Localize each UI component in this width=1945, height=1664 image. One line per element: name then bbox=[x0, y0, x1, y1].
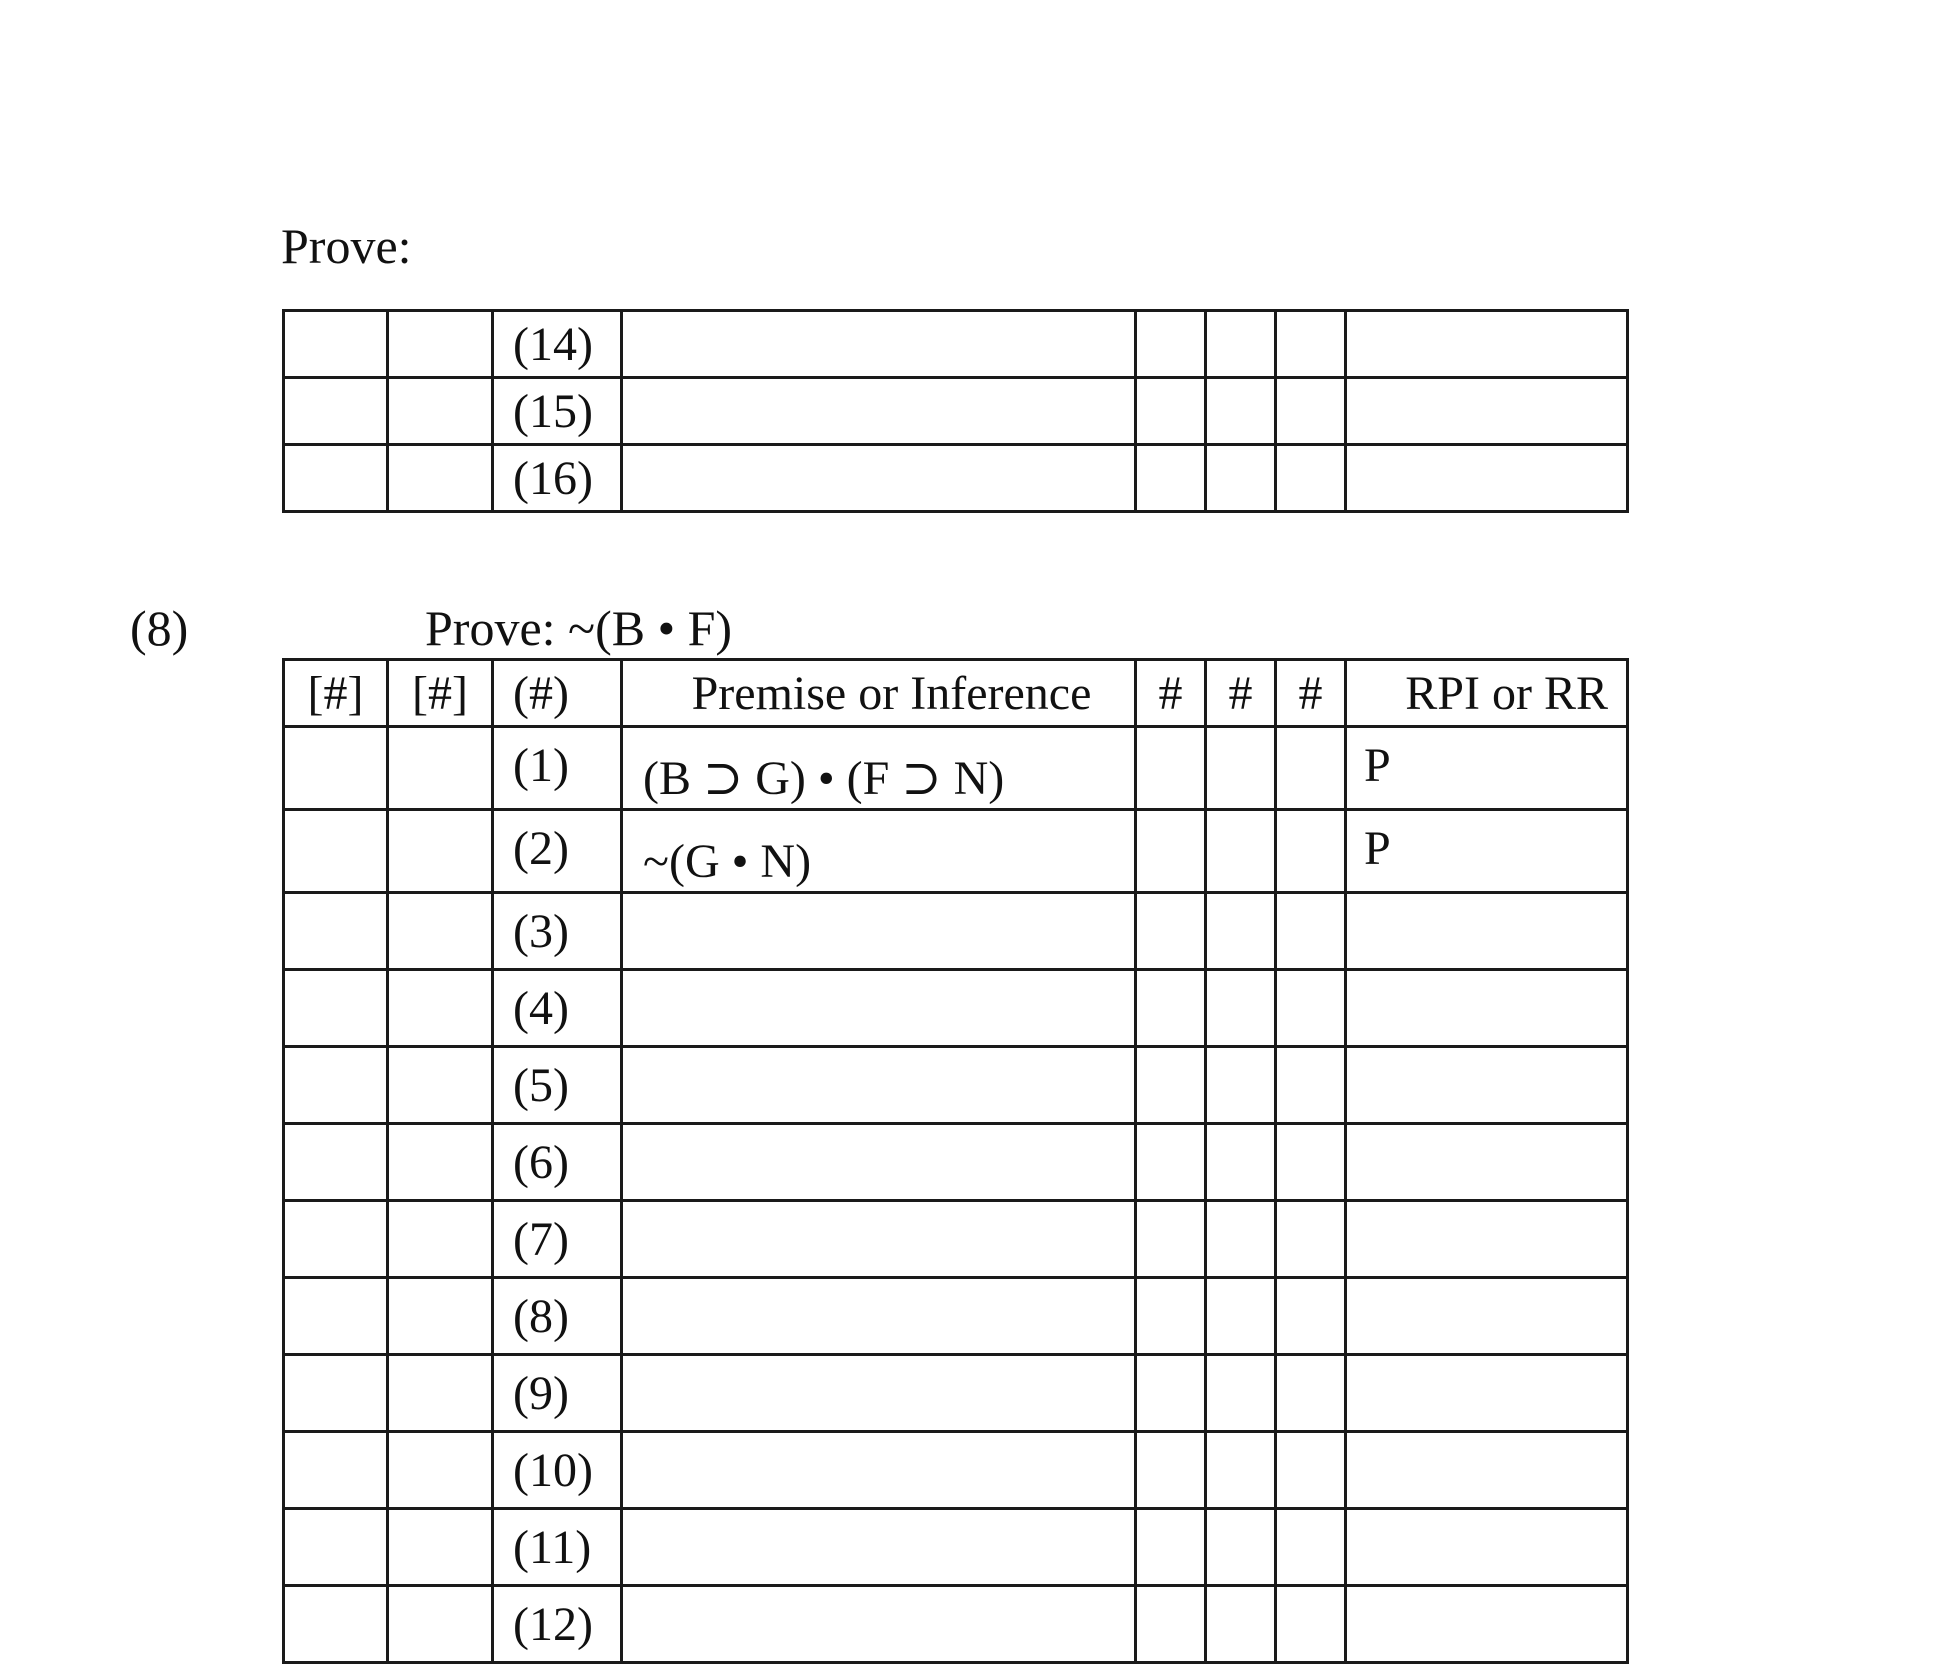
line-ref-cell[interactable] bbox=[1206, 445, 1276, 512]
table-row bbox=[284, 1278, 1628, 1355]
line-ref-cell[interactable] bbox=[1206, 970, 1276, 1047]
header-ref-3: # bbox=[1276, 660, 1346, 727]
line-ref-cell[interactable] bbox=[1206, 1124, 1276, 1201]
line-ref-cell[interactable] bbox=[1136, 1278, 1206, 1355]
line-ref-cell[interactable] bbox=[1276, 1201, 1346, 1278]
dependency-cell[interactable] bbox=[284, 445, 388, 512]
table-row bbox=[284, 1432, 1628, 1509]
dependency-cell[interactable] bbox=[284, 810, 388, 893]
prove-statement: Prove: ~(B • F) bbox=[425, 600, 733, 656]
dependency-cell[interactable] bbox=[388, 1586, 493, 1663]
dependency-cell[interactable] bbox=[388, 1201, 493, 1278]
formula-cell[interactable] bbox=[622, 1509, 1136, 1586]
rule-cell[interactable] bbox=[1346, 1201, 1628, 1278]
line-ref-cell[interactable] bbox=[1206, 1586, 1276, 1663]
rule-cell[interactable] bbox=[1346, 1509, 1628, 1586]
line-ref-cell[interactable] bbox=[1276, 1124, 1346, 1201]
dependency-cell[interactable] bbox=[284, 893, 388, 970]
table-row bbox=[284, 445, 1628, 512]
table-row bbox=[284, 970, 1628, 1047]
dependency-cell[interactable] bbox=[388, 810, 493, 893]
dependency-cell[interactable] bbox=[388, 1432, 493, 1509]
line-ref-cell[interactable] bbox=[1276, 1355, 1346, 1432]
dependency-cell[interactable] bbox=[388, 727, 493, 810]
formula-cell[interactable] bbox=[622, 1355, 1136, 1432]
rule-cell[interactable] bbox=[1346, 1278, 1628, 1355]
formula-cell[interactable] bbox=[622, 1124, 1136, 1201]
line-ref-cell[interactable] bbox=[1206, 378, 1276, 445]
table-row bbox=[284, 810, 1628, 893]
table-row bbox=[284, 1586, 1628, 1663]
rule-cell[interactable] bbox=[1346, 1124, 1628, 1201]
rule-cell[interactable] bbox=[1346, 970, 1628, 1047]
line-number: (8) bbox=[493, 1278, 622, 1355]
rule-cell[interactable] bbox=[1346, 1586, 1628, 1663]
line-ref-cell[interactable] bbox=[1136, 1201, 1206, 1278]
line-ref-cell[interactable] bbox=[1136, 1124, 1206, 1201]
formula-cell[interactable] bbox=[622, 1432, 1136, 1509]
top-prove-label: Prove: bbox=[281, 218, 412, 274]
line-number: (3) bbox=[493, 893, 622, 970]
dependency-cell[interactable] bbox=[388, 1509, 493, 1586]
problem-number: (8) bbox=[130, 600, 189, 656]
line-ref-cell[interactable] bbox=[1276, 727, 1346, 810]
header-line-number: (#) bbox=[493, 660, 622, 727]
line-number: (5) bbox=[493, 1047, 622, 1124]
line-ref-cell[interactable] bbox=[1276, 1586, 1346, 1663]
line-number: (7) bbox=[493, 1201, 622, 1278]
line-number: (16) bbox=[493, 445, 622, 512]
line-number: (12) bbox=[493, 1586, 622, 1663]
line-ref-cell[interactable] bbox=[1206, 311, 1276, 378]
line-number: (14) bbox=[493, 311, 622, 378]
dependency-cell[interactable] bbox=[388, 311, 493, 378]
line-ref-cell[interactable] bbox=[1136, 1586, 1206, 1663]
dependency-cell[interactable] bbox=[284, 378, 388, 445]
line-ref-cell[interactable] bbox=[1276, 445, 1346, 512]
rule-cell[interactable] bbox=[1346, 311, 1628, 378]
table-row bbox=[284, 1509, 1628, 1586]
table-row bbox=[284, 378, 1628, 445]
line-ref-cell[interactable] bbox=[1206, 1278, 1276, 1355]
header-ref-2: # bbox=[1206, 660, 1276, 727]
formula-cell[interactable] bbox=[622, 1201, 1136, 1278]
line-ref-cell[interactable] bbox=[1136, 893, 1206, 970]
formula-cell[interactable] bbox=[622, 970, 1136, 1047]
line-ref-cell[interactable] bbox=[1276, 970, 1346, 1047]
dependency-cell[interactable] bbox=[284, 1201, 388, 1278]
dependency-cell[interactable] bbox=[284, 1355, 388, 1432]
rule-cell[interactable] bbox=[1346, 445, 1628, 512]
line-number: (2) bbox=[493, 810, 622, 893]
dependency-cell[interactable] bbox=[388, 970, 493, 1047]
dependency-cell[interactable] bbox=[284, 1509, 388, 1586]
dependency-cell[interactable] bbox=[388, 1355, 493, 1432]
line-ref-cell[interactable] bbox=[1206, 1432, 1276, 1509]
rule-cell[interactable]: P bbox=[1346, 727, 1628, 810]
rule-cell[interactable] bbox=[1346, 1355, 1628, 1432]
line-ref-cell[interactable] bbox=[1136, 810, 1206, 893]
formula-cell[interactable] bbox=[622, 1278, 1136, 1355]
line-ref-cell[interactable] bbox=[1136, 311, 1206, 378]
proof-table bbox=[282, 658, 1629, 1664]
formula-cell[interactable] bbox=[622, 1586, 1136, 1663]
line-ref-cell[interactable] bbox=[1136, 1047, 1206, 1124]
line-number: (1) bbox=[493, 727, 622, 810]
line-ref-cell[interactable] bbox=[1136, 727, 1206, 810]
formula-cell[interactable] bbox=[622, 893, 1136, 970]
line-ref-cell[interactable] bbox=[1136, 378, 1206, 445]
dependency-cell[interactable] bbox=[284, 1278, 388, 1355]
dependency-cell[interactable] bbox=[388, 1124, 493, 1201]
dependency-cell[interactable] bbox=[284, 311, 388, 378]
formula-cell[interactable] bbox=[622, 311, 1136, 378]
dependency-cell[interactable] bbox=[388, 893, 493, 970]
rule-cell[interactable]: P bbox=[1346, 810, 1628, 893]
dependency-cell[interactable] bbox=[284, 1124, 388, 1201]
rule-cell[interactable] bbox=[1346, 378, 1628, 445]
line-ref-cell[interactable] bbox=[1206, 810, 1276, 893]
dependency-cell[interactable] bbox=[284, 1586, 388, 1663]
table-row bbox=[284, 311, 1628, 378]
header-premise-or-inference: Premise or Inference bbox=[622, 660, 1136, 727]
formula-cell[interactable] bbox=[622, 445, 1136, 512]
line-ref-cell[interactable] bbox=[1206, 727, 1276, 810]
line-number: (10) bbox=[493, 1432, 622, 1509]
line-ref-cell[interactable] bbox=[1276, 893, 1346, 970]
table-row bbox=[284, 727, 1628, 810]
header-dependency-1: [#] bbox=[284, 660, 388, 727]
formula-cell[interactable]: ~(G • N) bbox=[622, 810, 1136, 893]
table-row bbox=[284, 1124, 1628, 1201]
rule-cell[interactable] bbox=[1346, 1047, 1628, 1124]
header-ref-1: # bbox=[1136, 660, 1206, 727]
line-ref-cell[interactable] bbox=[1206, 1509, 1276, 1586]
dependency-cell[interactable] bbox=[284, 970, 388, 1047]
line-ref-cell[interactable] bbox=[1206, 1047, 1276, 1124]
formula-cell[interactable] bbox=[622, 378, 1136, 445]
line-ref-cell[interactable] bbox=[1206, 1355, 1276, 1432]
line-ref-cell[interactable] bbox=[1136, 1355, 1206, 1432]
header-row bbox=[284, 660, 1628, 727]
line-ref-cell[interactable] bbox=[1136, 1432, 1206, 1509]
line-ref-cell[interactable] bbox=[1136, 1509, 1206, 1586]
dependency-cell[interactable] bbox=[388, 1278, 493, 1355]
line-ref-cell[interactable] bbox=[1206, 893, 1276, 970]
top-proof-table bbox=[282, 309, 1629, 513]
dependency-cell[interactable] bbox=[388, 378, 493, 445]
line-ref-cell[interactable] bbox=[1276, 311, 1346, 378]
line-ref-cell[interactable] bbox=[1136, 445, 1206, 512]
line-ref-cell[interactable] bbox=[1276, 1509, 1346, 1586]
line-ref-cell[interactable] bbox=[1206, 1201, 1276, 1278]
line-ref-cell[interactable] bbox=[1276, 810, 1346, 893]
line-ref-cell[interactable] bbox=[1276, 378, 1346, 445]
dependency-cell[interactable] bbox=[284, 727, 388, 810]
header-rpi-or-rr: RPI or RR bbox=[1346, 660, 1628, 727]
line-number: (4) bbox=[493, 970, 622, 1047]
rule-cell[interactable] bbox=[1346, 893, 1628, 970]
formula-cell[interactable] bbox=[622, 1047, 1136, 1124]
line-ref-cell[interactable] bbox=[1276, 1278, 1346, 1355]
dependency-cell[interactable] bbox=[388, 445, 493, 512]
line-ref-cell[interactable] bbox=[1276, 1047, 1346, 1124]
rule-cell[interactable] bbox=[1346, 1432, 1628, 1509]
dependency-cell[interactable] bbox=[284, 1047, 388, 1124]
line-ref-cell[interactable] bbox=[1276, 1432, 1346, 1509]
header-dependency-2: [#] bbox=[388, 660, 493, 727]
table-row bbox=[284, 1201, 1628, 1278]
line-number: (11) bbox=[493, 1509, 622, 1586]
formula-cell[interactable]: (B ⊃ G) • (F ⊃ N) bbox=[622, 727, 1136, 810]
line-number: (15) bbox=[493, 378, 622, 445]
table-row bbox=[284, 1047, 1628, 1124]
line-number: (9) bbox=[493, 1355, 622, 1432]
dependency-cell[interactable] bbox=[388, 1047, 493, 1124]
dependency-cell[interactable] bbox=[284, 1432, 388, 1509]
table-row bbox=[284, 1355, 1628, 1432]
table-row bbox=[284, 893, 1628, 970]
line-number: (6) bbox=[493, 1124, 622, 1201]
line-ref-cell[interactable] bbox=[1136, 970, 1206, 1047]
